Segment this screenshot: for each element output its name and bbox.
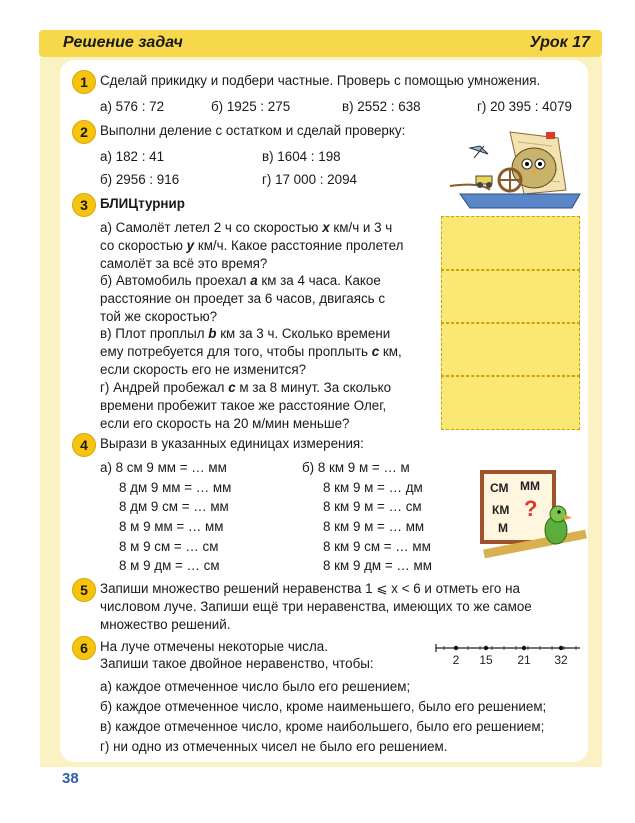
task-6-line-1: На луче отмечены некоторые числа. [100,639,328,654]
task-1-item-d: г) 20 395 : 4079 [477,99,572,114]
task-6-item-d: г) ни одно из отмеченных чисел не было его решением. [100,739,448,754]
task-2-instruction: Выполни деление с остатком и сделай проверку: [100,123,406,138]
ray-label: 15 [479,653,493,667]
answer-box-d[interactable] [441,376,580,430]
page-header [39,30,602,57]
answer-box-c[interactable] [441,323,580,376]
task-4-right-6: 8 км 9 дм = … мм [323,558,432,573]
task-1-instruction: Сделай прикидку и подбери частные. Проверь с помощью умножения. [100,73,541,88]
task-4-right-4: 8 км 9 м = … мм [323,519,425,534]
lesson-label: Урок 17 [529,34,590,51]
task-3-title: БЛИЦтурнир [100,196,185,211]
task-3d-line-2: времени пробежит такое же расстояние Олег, [100,398,387,413]
answer-box-a[interactable] [441,216,580,270]
task-4-left-2: 8 дм 9 мм = … мм [119,480,232,495]
number-ray [434,640,584,670]
ray-point [484,646,488,650]
board-label-m: М [498,521,508,535]
task-5-line-3: множество решений. [100,617,231,632]
task-5-line-1: Запиши множество решений неравенства 1 ⩽ x < 6 и отметь его на [100,581,520,596]
ray-point [454,646,458,650]
task-3b-line-3: той же скоростью? [100,309,218,324]
task-4-left-6: 8 м 9 дм = … см [119,558,220,573]
task-4-left-5: 8 м 9 см = … см [119,539,219,554]
task-4-left-1: а) 8 см 9 мм = … мм [100,460,227,475]
task-5-badge: 5 [72,578,96,602]
task-3b-line-1: б) Автомобиль проехал a км за 4 часа. Какое [100,273,381,288]
task-4-right-5: 8 км 9 см = … мм [323,539,431,554]
board-label-mm: ММ [520,479,540,493]
task-3a-line-1: а) Самолёт летел 2 ч со скоростью x км/ч и 3 ч [100,220,393,235]
ray-label: 32 [554,653,568,667]
task-4-left-4: 8 м 9 мм = … мм [119,519,224,534]
task-5-line-2: числовом луче. Запиши ещё три неравенства, имеющих то же самое [100,599,532,614]
board-label-cm: СМ [490,481,509,495]
task-6-item-a: а) каждое отмеченное число было его решением; [100,679,411,694]
task-3-badge: 3 [72,193,96,217]
units-board-illustration [480,470,590,562]
task-1-item-b: б) 1925 : 275 [211,99,291,114]
ray-point [559,646,563,650]
task-4-left-3: 8 дм 9 см = … мм [119,499,229,514]
task-3c-line-3: если скорость его не изменится? [100,362,307,377]
task-2-item-b: б) 2956 : 916 [100,172,180,187]
ray-label: 2 [452,653,460,667]
task-3c-line-2: ему потребуется для того, чтобы проплыть c км, [100,344,402,359]
ray-label: 21 [517,653,531,667]
task-4-badge: 4 [72,433,96,457]
task-3c-line-1: в) Плот проплыл b км за 3 ч. Сколько времени [100,326,391,341]
task-2-item-c: в) 1604 : 198 [262,149,341,164]
task-6-item-b: б) каждое отмеченное число, кроме наименьшего, было его решением; [100,699,547,714]
answer-box-b[interactable] [441,270,580,323]
task-3b-line-2: расстояние он проедет за 6 часов, двигаясь с [100,291,386,306]
task-3d-line-1: г) Андрей пробежал c м за 8 минут. За сколько [100,380,392,395]
task-3a-line-2: со скоростью y км/ч. Какое расстояние пролетел [100,238,404,253]
board-question-mark: ? [524,496,538,521]
board-label-km: КМ [492,503,510,517]
task-2-item-d: г) 17 000 : 2094 [262,172,357,187]
task-1-badge: 1 [72,70,96,94]
task-4-right-1: б) 8 км 9 м = … м [302,460,410,475]
task-4-instruction: Вырази в указанных единицах измерения: [100,436,364,451]
task-2-item-a: а) 182 : 41 [100,149,165,164]
owl-ship-illustration [440,128,590,216]
task-3d-line-3: если его скорость на 20 м/мин меньше? [100,416,350,431]
task-4-right-3: 8 км 9 м = … см [323,499,422,514]
task-6-badge: 6 [72,636,96,660]
ray-point [522,646,526,650]
task-1-item-a: а) 576 : 72 [100,99,165,114]
task-6-line-2: Запиши такое двойное неравенство, чтобы: [100,656,374,671]
task-4-right-2: 8 км 9 м = … дм [323,480,423,495]
task-1-item-c: в) 2552 : 638 [342,99,421,114]
task-6-item-c: в) каждое отмеченное число, кроме наибольшего, было его решением; [100,719,545,734]
task-2-badge: 2 [72,120,96,144]
section-title: Решение задач [63,34,183,51]
page-number: 38 [62,770,79,787]
task-3a-line-3: самолёт за всё это время? [100,256,268,271]
